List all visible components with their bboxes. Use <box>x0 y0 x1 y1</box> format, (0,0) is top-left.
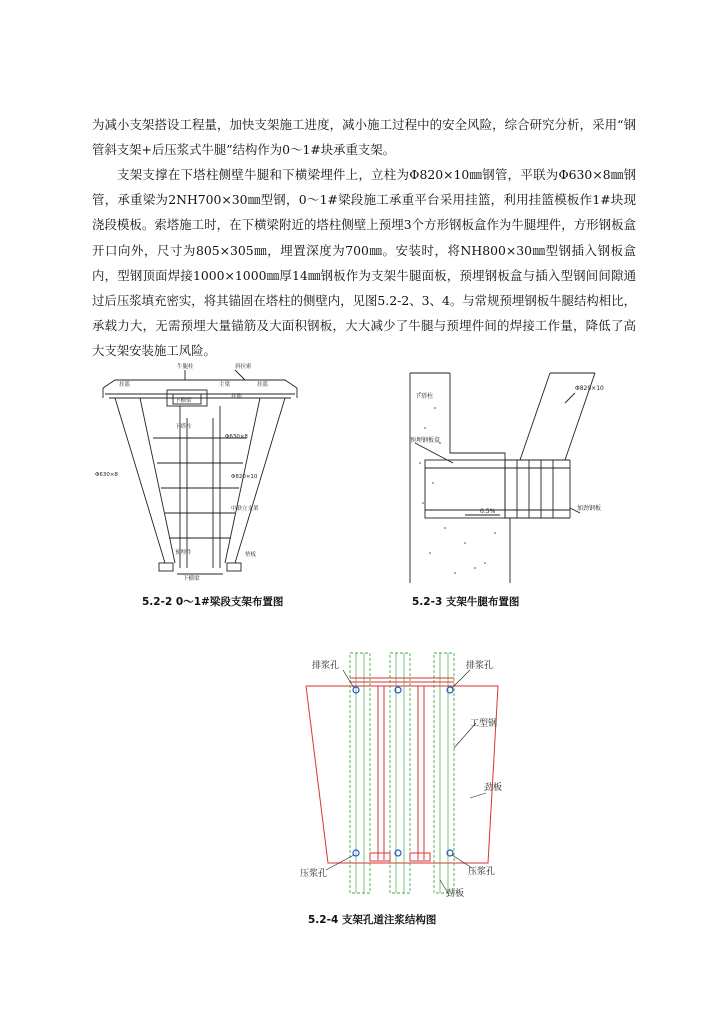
figure-support-layout <box>95 358 305 583</box>
label-plate: 加劲钢板 <box>577 505 602 512</box>
figure-corbel-layout <box>405 368 610 586</box>
label-base: 下横梁 <box>183 576 200 582</box>
paragraph-detail: 支架支撑在下塔柱侧壁牛腿和下横梁埋件上，立柱为Φ820×10㎜钢管，平联为Φ630×8㎜钢管，承重梁为2NH700×30㎜型钢，0～1#梁段施工承重平台采用挂篮，利用挂篮模板作1#块现浇段模板。索塔施工时，在下横梁附近的塔柱侧壁上预埋3个方形钢板盒作为牛腿埋件，方形钢板盒开口向外，尺寸为805×305㎜，埋置深度为700㎜。安装时，将NH800×30㎜型钢插入钢板盒内，型钢顶面焊接1000×1000㎜厚14㎜钢板作为支架牛腿面板，预埋钢板盒与插入型钢间间隙通过后压浆填充密实，将其锚固在塔柱的侧壁内，见图5.2-2、3、4。与常规预埋钢板牛腿结构相比，承载力大，无需预埋大量锚筋及大面积钢板，大大减少了牛腿与预埋件间的焊接工作量，降低了高大支架安装施工风险。 <box>92 167 636 359</box>
label-tower: 下塔柱 <box>415 393 434 400</box>
label-left-beam: 挂篮 <box>119 382 131 388</box>
label-vent-left: 排浆孔 <box>312 661 340 671</box>
label-mid-beam: 主梁 <box>219 382 231 388</box>
label-pipe820: Φ820×10 <box>231 474 258 480</box>
caption-fig-5-2-2: 5.2-2 0～1#梁段支架布置图 <box>142 596 284 608</box>
label-hanger: 斜拉索 <box>235 364 252 370</box>
label-right-beam: 挂篮 <box>257 382 269 388</box>
label-right-beam2: 挂篮 <box>231 394 243 400</box>
label-center: 下横梁 <box>175 398 192 404</box>
label-grout-left: 压浆孔 <box>300 869 328 879</box>
label-slope: 0.5% <box>480 508 496 515</box>
label-ibeam: 工型钢 <box>470 719 498 729</box>
label-top-beam: 牛腿柱 <box>177 364 194 370</box>
label-pipe-left: Φ630×8 <box>95 472 118 478</box>
caption-fig-5-2-3: 5.2-3 支架牛腿布置图 <box>412 596 520 608</box>
paragraph-intro: 为减小支架搭设工程量，加快支架施工进度，减小施工过程中的安全风险，综合研究分析，采用“钢管斜支架+后压浆式牛腿”结构作为0～1#块承重支架。 <box>92 117 636 158</box>
label-lower-tower: 下塔柱 <box>175 424 192 430</box>
label-bottom: 劲板 <box>446 889 465 899</box>
figure-grouting-structure <box>298 648 504 898</box>
label-grout-right: 压浆孔 <box>468 867 496 877</box>
label-support: 中联立支架 <box>231 506 259 512</box>
label-box: 预埋钢板盒 <box>410 437 441 444</box>
label-stiffener: 劲板 <box>484 783 503 793</box>
label-vent-right: 排浆孔 <box>466 661 494 671</box>
caption-fig-5-2-4: 5.2-4 支架孔道注浆结构图 <box>308 914 437 926</box>
label-pipe: Φ820×10 <box>575 385 604 392</box>
label-pipe630: Φ630×8 <box>225 434 248 440</box>
label-pile: 预埋件 <box>175 550 192 556</box>
label-foot-right: 垫板 <box>245 552 257 558</box>
